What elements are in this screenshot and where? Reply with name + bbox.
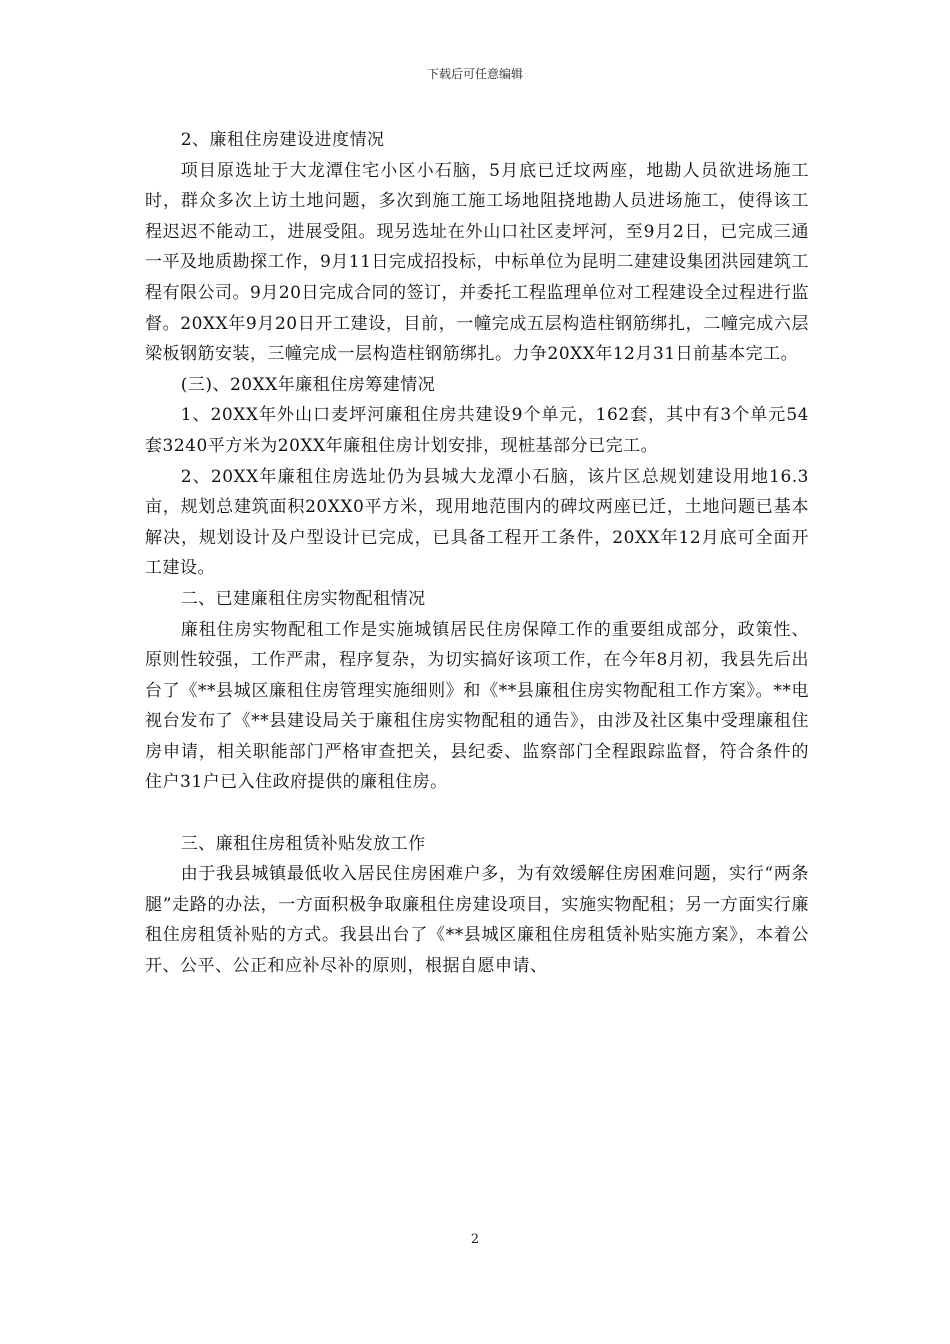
paragraph-construction-progress: 项目原选址于大龙潭住宅小区小石脑，5月底已迁坟两座，地勘人员欲进场施工时，群众多次上访土地问题，多次到施工施工场地阻挠地勘人员进场施工，使得该工程迟迟不能动工，进展受阻。现另选址在外山口社区麦坪河，至9月2日，已完成三通一平及地质勘探工作，9月11日完成招投标，中标单位为昆明二建建设集团洪园建筑工程有限公司。9月20日完成合同的签订，并委托工程监理单位对工程建设全过程进行监督。20XX年9月20日开工建设，目前，一幢完成五层构造柱钢筋绑扎，二幢完成六层梁板钢筋安装，三幢完成一层构造柱钢筋绑扎。力争20XX年12月31日前基本完工。 [145,160,809,365]
section-heading-planned-housing: (三)、20XX年廉租住房筹建情况 [180,374,436,395]
paragraph-rent-subsidy: 由于我县城镇最低收入居民住房困难户多，为有效缓解住房困难问题，实行“两条腿”走路的办法，一方面积极争取廉租住房建设项目，实施实物配租；另一方面实行廉租住房租赁补贴的方式。我县出台了《**县城区廉租住房租赁补贴实施方案》，本着公开、公平、公正和应补尽补的原则，根据自愿申请、 [145,864,809,977]
section-heading-physical-allocation: 二、已建廉租住房实物配租情况 [180,588,426,609]
section-heading-rent-subsidy: 三、廉租住房租赁补贴发放工作 [180,833,426,854]
paragraph-dalongtan-site: 2、20XX年廉租住房选址仍为县城大龙潭小石脑，该片区总规划建设用地16.3亩，规划总建筑面积20XX0平方米，现用地范围内的碑坟两座已迁，土地问题已基本解决，规划设计及户型设计已完成，已具备工程开工条件，20XX年12月底可全面开工建设。 [145,466,809,579]
page-header: 下载后可任意编辑 [426,67,523,81]
document-body [145,125,809,982]
paragraph-physical-allocation: 廉租住房实物配租工作是实施城镇居民住房保障工作的重要组成部分，政策性、原则性较强，工作严肃，程序复杂，为切实搞好该项工作，在今年8月初，我县先后出台了《**县城区廉租住房管理实施细则》和《**县廉租住房实物配租工作方案》。**电视台发布了《**县建设局关于廉租住房实物配租的通告》，由涉及社区集中受理廉租住房申请，相关职能部门严格审查把关，县纪委、监察部门全程跟踪监督，符合条件的住户31户已入住政府提供的廉租住房。 [145,619,809,793]
page-number: 2 [470,1232,480,1247]
section-heading-construction-progress: 2、廉租住房建设进度情况 [180,130,385,150]
paragraph-maipinghe-housing: 1、20XX年外山口麦坪河廉租住房共建设9个单元，162套，其中有3个单元54套3240平方米为20XX年廉租住房计划安排，现桩基部分已完工。 [145,405,809,456]
